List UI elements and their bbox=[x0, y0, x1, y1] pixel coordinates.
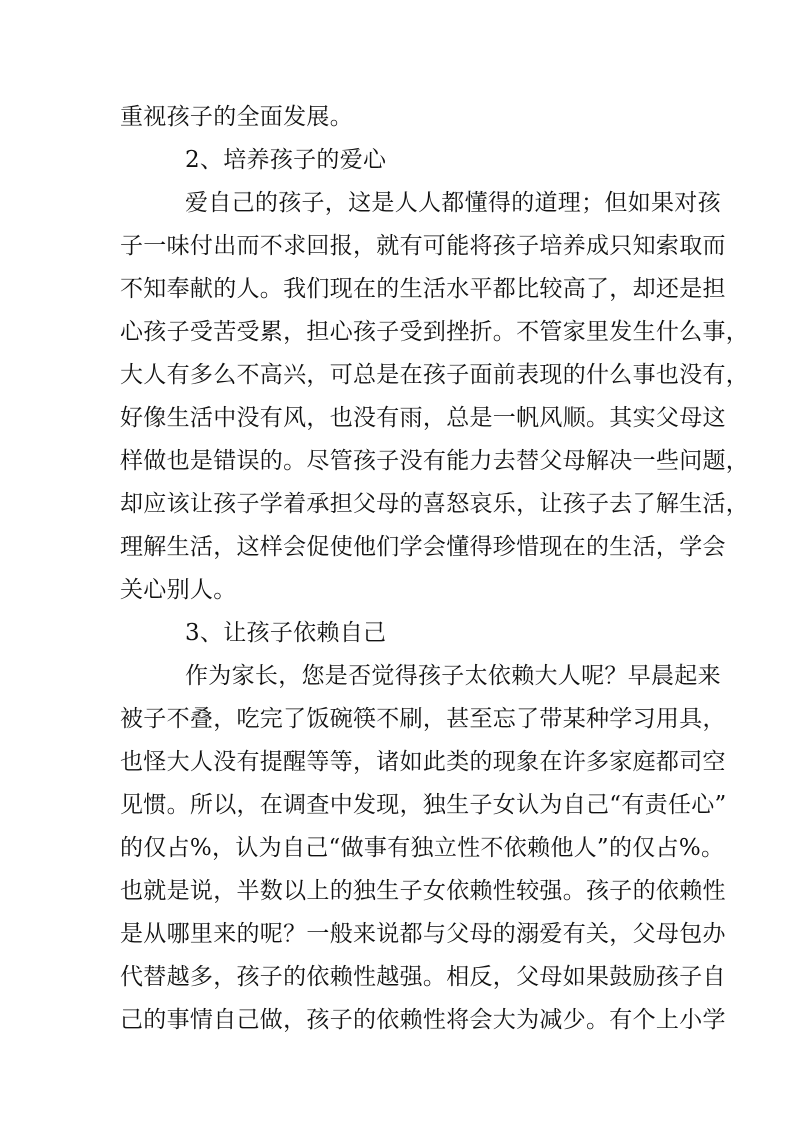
paragraph-line: 理解生活，这样会促使他们学会懂得珍惜现在的生活，学会 bbox=[120, 534, 726, 560]
paragraph-line: 作为家长，您是否觉得孩子太依赖大人呢？早晨起来 bbox=[185, 663, 721, 689]
paragraph-line: 也怪大人没有提醒等等，诸如此类的现象在许多家庭都司空 bbox=[120, 749, 726, 775]
section-heading: 2、培养孩子的爱心 bbox=[185, 147, 387, 173]
paragraph-line: 不知奉献的人。我们现在的生活水平都比较高了，却还是担 bbox=[120, 276, 726, 302]
paragraph-line: 代替越多，孩子的依赖性越强。相反，父母如果鼓励孩子自 bbox=[120, 964, 726, 990]
paragraph-line: 子一味付出而不求回报，就有可能将孩子培养成只知索取而 bbox=[120, 233, 726, 259]
paragraph-line: 爱自己的孩子，这是人人都懂得的道理；但如果对孩 bbox=[185, 190, 721, 216]
paragraph-line: 样做也是错误的。尽管孩子没有能力去替父母解决一些问题， bbox=[120, 448, 750, 474]
paragraph-line: 心孩子受苦受累，担心孩子受到挫折。不管家里发生什么事， bbox=[120, 319, 750, 345]
paragraph-line: 也就是说，半数以上的独生子女依赖性较强。孩子的依赖性 bbox=[120, 878, 726, 904]
paragraph-line: 被子不叠，吃完了饭碗筷不刷，甚至忘了带某种学习用具， bbox=[120, 706, 726, 732]
section-heading: 3、让孩子依赖自己 bbox=[185, 620, 387, 646]
paragraph-line: 的仅占%，认为自己“做事有独立性不依赖他人”的仅占%。 bbox=[120, 835, 725, 861]
paragraph-line: 见惯。所以，在调查中发现，独生子女认为自己“有责任心” bbox=[120, 792, 727, 818]
paragraph-line: 是从哪里来的呢？一般来说都与父母的溺爱有关，父母包办 bbox=[120, 921, 726, 947]
paragraph-line: 关心别人。 bbox=[120, 577, 237, 603]
paragraph-line: 好像生活中没有风，也没有雨，总是一帆风顺。其实父母这 bbox=[120, 405, 726, 431]
paragraph-line: 重视孩子的全面发展。 bbox=[120, 104, 353, 130]
paragraph-line: 大人有多么不高兴，可总是在孩子面前表现的什么事也没有， bbox=[120, 362, 750, 388]
paragraph-line: 己的事情自己做，孩子的依赖性将会大为减少。有个上小学 bbox=[120, 1007, 726, 1033]
paragraph-line: 却应该让孩子学着承担父母的喜怒哀乐，让孩子去了解生活， bbox=[120, 491, 750, 517]
